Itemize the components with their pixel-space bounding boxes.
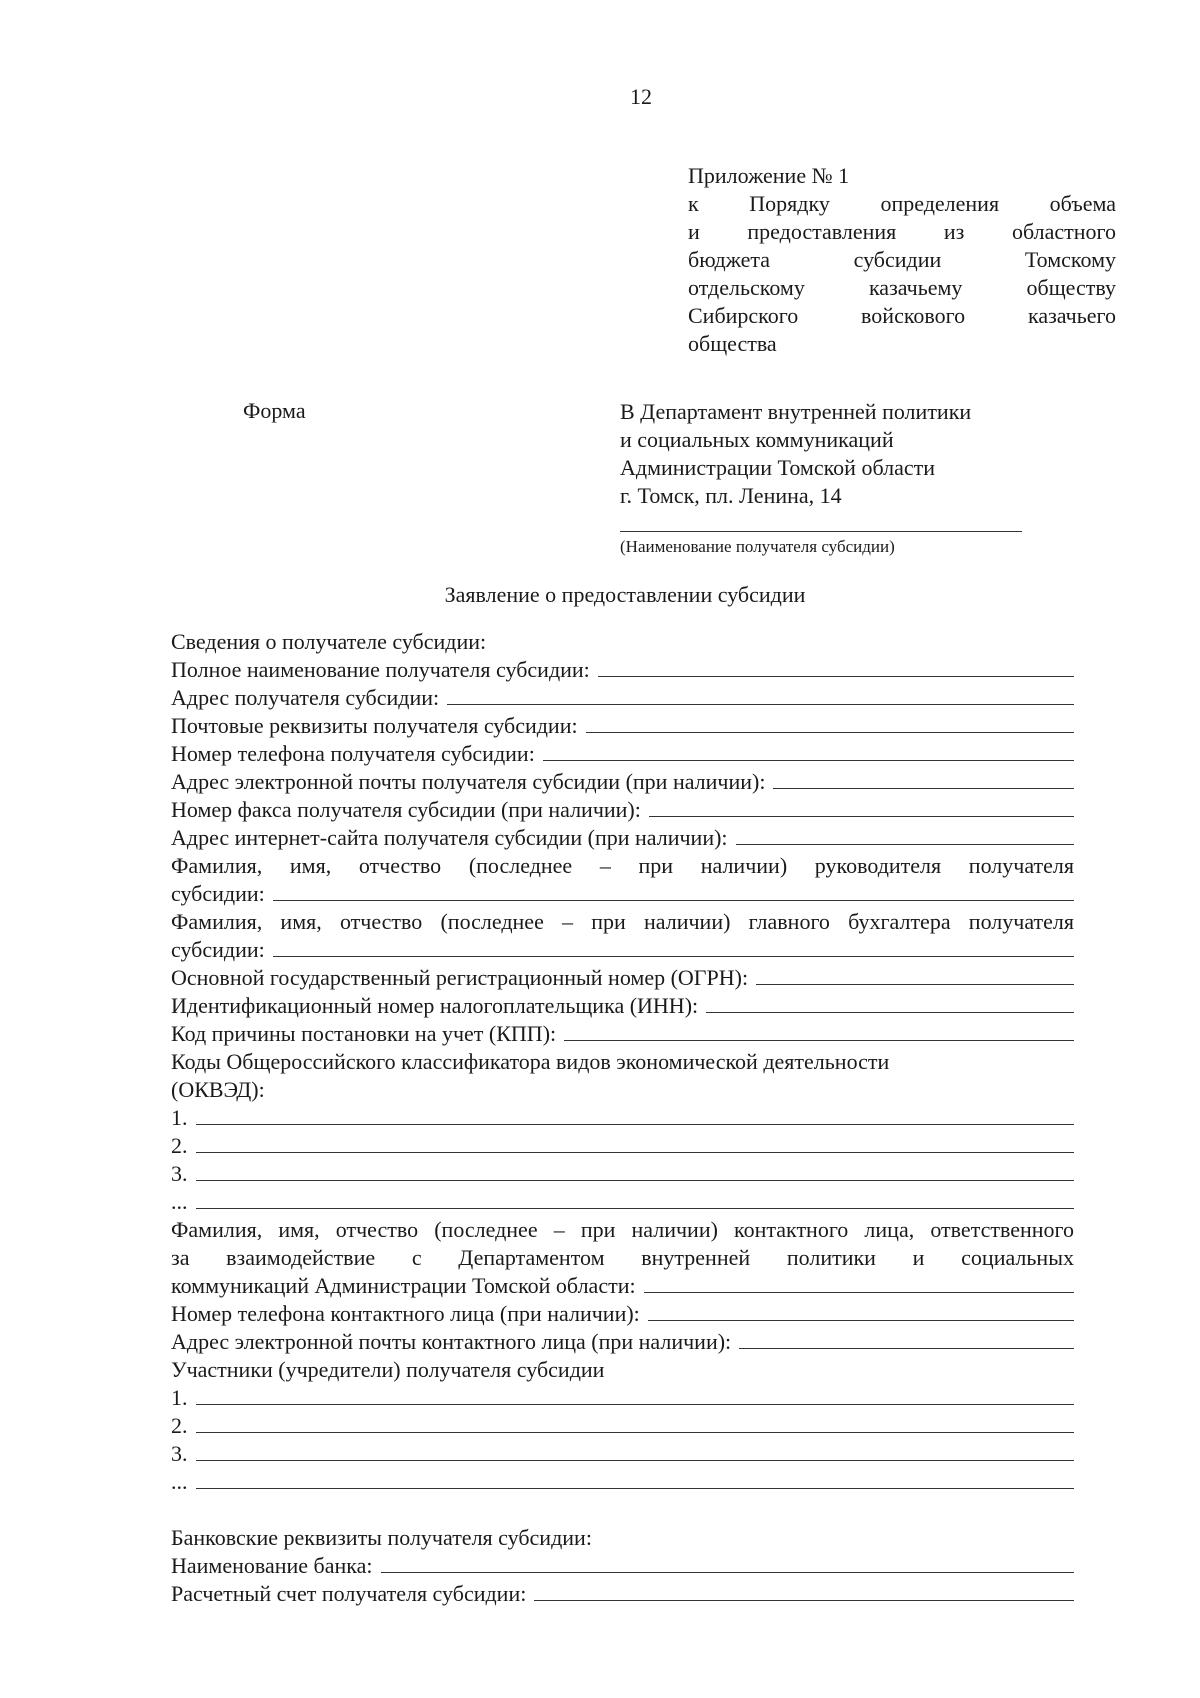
ogrn-label: Основной государственный регистрационный номер (ОГРН): <box>171 965 749 990</box>
accountant-label-line2: субсидии: <box>171 937 265 962</box>
ogrn-row <box>171 964 1074 992</box>
participant-row <box>171 1384 1074 1412</box>
okved-label-line1: Коды Общероссийского классификатора видов экономической деятельности <box>171 1049 890 1074</box>
account-field[interactable] <box>534 1580 1074 1601</box>
address-field[interactable] <box>447 684 1074 705</box>
addressee-line: и социальных коммуникаций <box>620 427 894 452</box>
okved-item-number: 2. <box>171 1133 188 1158</box>
accountant-label-line1: Фамилия, имя, отчество (последнее – при наличии) главного бухгалтера получателя <box>171 909 1074 934</box>
postal-label: Почтовые реквизиты получателя субсидии: <box>171 713 578 738</box>
participant-item-number: 3. <box>171 1441 188 1466</box>
okved-row <box>171 1132 1074 1160</box>
inn-label: Идентификационный номер налогоплательщика (ИНН): <box>171 993 699 1018</box>
fax-label: Номер факса получателя субсидии (при наличии): <box>171 797 641 822</box>
okved-field-2[interactable] <box>196 1132 1075 1153</box>
bank-name-row <box>171 1552 1074 1580</box>
inn-row <box>171 992 1074 1020</box>
appendix-line: к Порядку определения объема <box>688 191 1116 216</box>
recipient-name-field[interactable] <box>620 531 1022 532</box>
full-name-field[interactable] <box>598 656 1074 677</box>
participant-field-more[interactable] <box>196 1468 1075 1489</box>
contact-phone-row <box>171 1300 1074 1328</box>
okved-field-3[interactable] <box>196 1160 1075 1181</box>
ogrn-field[interactable] <box>756 964 1074 985</box>
okved-field-more[interactable] <box>196 1188 1075 1209</box>
contact-label-line1: Фамилия, имя, отчество (последнее – при наличии) контактного лица, ответственного <box>171 1217 1074 1242</box>
appendix-line: бюджета субсидии Томскому <box>688 247 1116 272</box>
okved-item-number: 1. <box>171 1105 188 1130</box>
spacer <box>171 1496 1074 1524</box>
phone-label: Номер телефона получателя субсидии: <box>171 741 535 766</box>
fax-field[interactable] <box>649 796 1074 817</box>
bank-section-heading: Банковские реквизиты получателя субсидии: <box>171 1525 592 1550</box>
recipient-caption: (Наименование получателя субсидии) <box>620 537 895 556</box>
participants-heading: Участники (учредители) получателя субсидии <box>171 1357 605 1382</box>
okved-item-number: 3. <box>171 1161 188 1186</box>
phone-field[interactable] <box>543 740 1074 761</box>
appendix-title: Приложение № 1 <box>688 163 850 188</box>
bank-name-field[interactable] <box>381 1552 1074 1573</box>
fax-row <box>171 796 1074 824</box>
contact-label-line3: коммуникаций Администрации Томской области: <box>171 1273 636 1298</box>
application-form <box>171 628 1074 1608</box>
website-label: Адрес интернет-сайта получателя субсидии (при наличии): <box>171 825 728 850</box>
phone-row <box>171 740 1074 768</box>
participant-row <box>171 1412 1074 1440</box>
address-label: Адрес получателя субсидии: <box>171 685 440 710</box>
okved-row <box>171 1188 1074 1216</box>
participant-item-number: 2. <box>171 1413 188 1438</box>
appendix-header <box>688 162 1116 358</box>
website-field[interactable] <box>736 824 1074 845</box>
page-number: 12 <box>630 84 652 109</box>
postal-row <box>171 712 1074 740</box>
address-row <box>171 684 1074 712</box>
contact-label-line2: за взаимодействие с Департаментом внутренней политики и социальных <box>171 1245 1074 1270</box>
inn-field[interactable] <box>706 992 1074 1013</box>
website-row <box>171 824 1074 852</box>
okved-item-number: ... <box>171 1189 188 1214</box>
addressee-line: г. Томск, пл. Ленина, 14 <box>620 483 842 508</box>
participant-item-number: 1. <box>171 1385 188 1410</box>
contact-email-row <box>171 1328 1074 1356</box>
full-name-row <box>171 656 1074 684</box>
participant-field-1[interactable] <box>196 1384 1075 1405</box>
contact-phone-label: Номер телефона контактного лица (при наличии): <box>171 1301 640 1326</box>
accountant-field[interactable] <box>273 936 1074 957</box>
head-label-line1: Фамилия, имя, отчество (последнее – при наличии) руководителя получателя <box>171 853 1074 878</box>
account-row <box>171 1580 1074 1608</box>
accountant-row <box>171 936 1074 964</box>
account-label: Расчетный счет получателя субсидии: <box>171 1581 527 1606</box>
okved-field-1[interactable] <box>196 1104 1075 1125</box>
participant-item-number: ... <box>171 1469 188 1494</box>
head-row <box>171 880 1074 908</box>
okved-label-line2: (ОКВЭД): <box>171 1077 265 1102</box>
document-title: Заявление о предоставлении субсидии <box>444 582 806 607</box>
contact-email-field[interactable] <box>739 1328 1074 1349</box>
addressee-block <box>620 398 971 510</box>
participant-field-3[interactable] <box>196 1440 1075 1461</box>
participant-field-2[interactable] <box>196 1412 1075 1433</box>
appendix-line: отдельскому казачьему обществу <box>688 275 1116 300</box>
okved-row <box>171 1104 1074 1132</box>
email-row <box>171 768 1074 796</box>
contact-phone-field[interactable] <box>648 1300 1074 1321</box>
form-label: Форма <box>243 398 306 423</box>
head-label-line2: субсидии: <box>171 881 265 906</box>
participant-row <box>171 1468 1074 1496</box>
bank-name-label: Наименование банка: <box>171 1553 373 1578</box>
appendix-line: и предоставления из областного <box>688 219 1116 244</box>
email-field[interactable] <box>773 768 1074 789</box>
email-label: Адрес электронной почты получателя субсидии (при наличии): <box>171 769 766 794</box>
contact-email-label: Адрес электронной почты контактного лица (при наличии): <box>171 1329 732 1354</box>
kpp-row <box>171 1020 1074 1048</box>
postal-field[interactable] <box>586 712 1074 733</box>
kpp-label: Код причины постановки на учет (КПП): <box>171 1021 557 1046</box>
section-recipient-heading: Сведения о получателе субсидии: <box>171 629 487 654</box>
kpp-field[interactable] <box>564 1020 1074 1041</box>
full-name-label: Полное наименование получателя субсидии: <box>171 657 590 682</box>
participant-row <box>171 1440 1074 1468</box>
appendix-line: Сибирского войскового казачьего <box>688 303 1116 328</box>
contact-name-field[interactable] <box>644 1272 1074 1293</box>
appendix-line: общества <box>688 331 777 356</box>
contact-row <box>171 1272 1074 1300</box>
head-field[interactable] <box>273 880 1074 901</box>
okved-row <box>171 1160 1074 1188</box>
addressee-line: В Департамент внутренней политики <box>620 399 972 424</box>
addressee-line: Администрации Томской области <box>620 455 935 480</box>
